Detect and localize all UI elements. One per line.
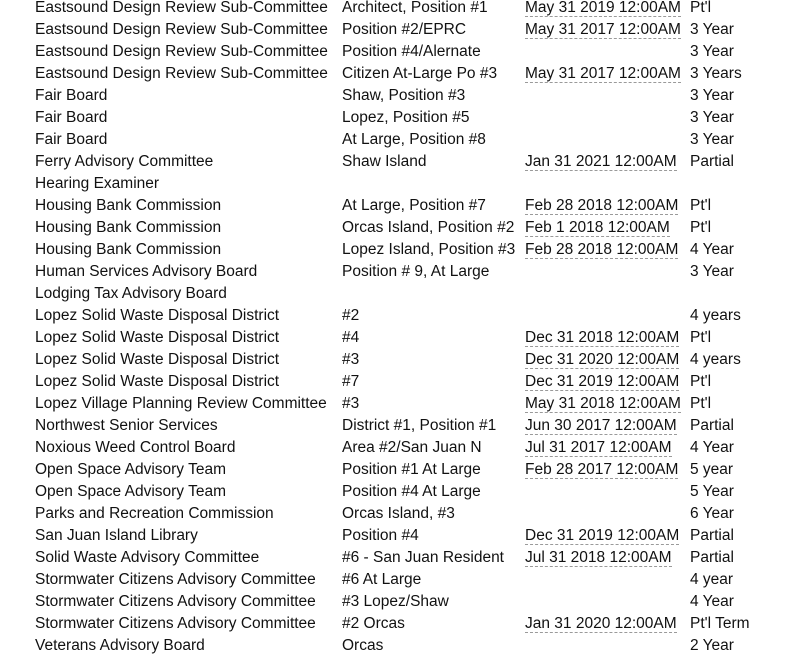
position-cell: Orcas Island, #3 (342, 505, 455, 522)
term-expiry-date-cell (525, 19, 690, 41)
position-cell: #2 (342, 307, 360, 324)
table-row (0, 415, 793, 437)
committee-name-cell: Noxious Weed Control Board (35, 439, 236, 456)
term-expiry-date-cell (525, 173, 690, 195)
position-cell: #3 (342, 351, 360, 368)
table-row (0, 459, 793, 481)
position-cell: Position #4 At Large (342, 483, 481, 500)
position-cell (342, 173, 525, 195)
term-length-cell: Partial (690, 417, 734, 434)
position-cell: #4 (342, 329, 360, 346)
table-row (0, 151, 793, 173)
term-expiry-date-cell (525, 239, 690, 261)
table-row (0, 107, 793, 129)
position-cell: #2 Orcas (342, 615, 405, 632)
term-expiry-date-cell (525, 63, 690, 85)
table-row (0, 0, 793, 19)
position-cell: Position #4 (342, 527, 419, 544)
date-value: Jan 31 2021 12:00AM (525, 153, 677, 170)
term-length-cell: 3 Year (690, 87, 734, 104)
date-value: Dec 31 2018 12:00AM (525, 329, 680, 346)
term-expiry-date-cell (525, 151, 690, 173)
position-cell: Area #2/San Juan N (342, 439, 482, 456)
term-expiry-date-cell (525, 41, 690, 63)
committee-name-cell: Fair Board (35, 109, 108, 126)
term-expiry-date-cell (525, 525, 690, 547)
committee-name-cell: Lopez Solid Waste Disposal District (35, 373, 280, 390)
term-length-cell: 3 Year (690, 109, 734, 126)
date-value: Dec 31 2019 12:00AM (525, 373, 680, 390)
committee-name-cell: Lopez Solid Waste Disposal District (35, 329, 280, 346)
term-expiry-date-cell (525, 635, 690, 657)
term-expiry-date-cell (525, 217, 690, 239)
term-expiry-date-cell (525, 437, 690, 459)
term-length-cell: 3 Years (690, 65, 742, 82)
committee-name-cell: Lopez Village Planning Review Committee (35, 395, 327, 412)
date-value: Dec 31 2020 12:00AM (525, 351, 680, 368)
term-length-cell: 4 Year (690, 439, 734, 456)
table-row (0, 437, 793, 459)
committee-name-cell: Ferry Advisory Committee (35, 153, 214, 170)
term-length-cell: 4 year (690, 571, 734, 588)
term-length-cell (690, 173, 793, 195)
date-value: Feb 1 2018 12:00AM (525, 219, 670, 236)
date-value: May 31 2019 12:00AM (525, 0, 681, 16)
table-row (0, 635, 793, 657)
term-length-cell: Pt'l (690, 219, 712, 236)
committee-name-cell: Housing Bank Commission (35, 241, 222, 258)
position-cell: At Large, Position #8 (342, 131, 486, 148)
committee-name-cell: Lodging Tax Advisory Board (35, 285, 227, 302)
table-row (0, 195, 793, 217)
committee-name-cell: Lopez Solid Waste Disposal District (35, 307, 280, 324)
committee-name-cell: Northwest Senior Services (35, 417, 218, 434)
committee-name-cell: Eastsound Design Review Sub-Committee (35, 65, 328, 82)
position-cell: Orcas (342, 637, 384, 654)
position-cell: At Large, Position #7 (342, 197, 486, 214)
table-row (0, 481, 793, 503)
table-row (0, 327, 793, 349)
term-expiry-date-cell (525, 481, 690, 503)
table-row (0, 547, 793, 569)
term-length-cell: 4 Year (690, 241, 734, 258)
term-length-cell: Pt'l (690, 197, 712, 214)
term-expiry-date-cell (525, 591, 690, 613)
position-cell: #3 (342, 395, 360, 412)
date-value: Dec 31 2019 12:00AM (525, 527, 680, 544)
position-cell: Orcas Island, Position #2 (342, 219, 515, 236)
term-length-cell: 2 Year (690, 637, 734, 654)
date-value: Feb 28 2018 12:00AM (525, 197, 679, 214)
date-value: May 31 2017 12:00AM (525, 65, 681, 82)
term-expiry-date-cell (525, 283, 690, 305)
term-length-cell: 5 Year (690, 483, 734, 500)
term-expiry-date-cell (525, 305, 690, 327)
term-length-cell: Pt'l (690, 329, 712, 346)
committee-name-cell: Fair Board (35, 87, 108, 104)
position-cell: Lopez Island, Position #3 (342, 241, 516, 258)
table-row (0, 569, 793, 591)
table-row (0, 173, 793, 195)
position-cell: Position #2/EPRC (342, 21, 467, 38)
table-row (0, 283, 793, 305)
committee-name-cell: Eastsound Design Review Sub-Committee (35, 0, 328, 16)
term-expiry-date-cell (525, 371, 690, 393)
term-length-cell (690, 283, 793, 305)
date-value: Jun 30 2017 12:00AM (525, 417, 677, 434)
committee-name-cell: Housing Bank Commission (35, 197, 222, 214)
term-length-cell: 4 years (690, 351, 741, 368)
committee-name-cell: Veterans Advisory Board (35, 637, 205, 654)
term-length-cell: 3 Year (690, 263, 734, 280)
position-cell: Citizen At-Large Po #3 (342, 65, 498, 82)
term-expiry-date-cell (525, 349, 690, 371)
term-length-cell: Partial (690, 549, 734, 566)
table-row (0, 239, 793, 261)
committee-name-cell: Eastsound Design Review Sub-Committee (35, 43, 328, 60)
date-value: Jul 31 2018 12:00AM (525, 549, 672, 566)
committee-name-cell: Parks and Recreation Commission (35, 505, 274, 522)
date-value: May 31 2018 12:00AM (525, 395, 681, 412)
table-row (0, 591, 793, 613)
table-row (0, 129, 793, 151)
committee-name-cell: San Juan Island Library (35, 527, 198, 544)
term-length-cell: Partial (690, 153, 734, 170)
term-expiry-date-cell (525, 107, 690, 129)
date-value: Jan 31 2020 12:00AM (525, 615, 677, 632)
table-row (0, 503, 793, 525)
term-expiry-date-cell (525, 613, 690, 635)
term-length-cell: 3 Year (690, 43, 734, 60)
position-cell: #6 - San Juan Resident (342, 549, 504, 566)
committee-name-cell: Lopez Solid Waste Disposal District (35, 351, 280, 368)
term-length-cell: 6 Year (690, 505, 734, 522)
term-length-cell: 3 Year (690, 21, 734, 38)
position-cell: Position # 9, At Large (342, 263, 490, 280)
position-cell: Shaw, Position #3 (342, 87, 466, 104)
position-cell: #3 Lopez/Shaw (342, 593, 449, 610)
date-value: May 31 2017 12:00AM (525, 21, 681, 38)
term-expiry-date-cell (525, 503, 690, 525)
term-length-cell: Pt'l (690, 395, 712, 412)
position-cell (342, 283, 525, 305)
table-row (0, 613, 793, 635)
table-row (0, 85, 793, 107)
term-length-cell: Pt'l Term (690, 615, 750, 632)
committee-name-cell: Stormwater Citizens Advisory Committee (35, 571, 316, 588)
table-row (0, 305, 793, 327)
date-value: Jul 31 2017 12:00AM (525, 439, 672, 456)
table-row (0, 371, 793, 393)
term-expiry-date-cell (525, 393, 690, 415)
term-expiry-date-cell (525, 415, 690, 437)
position-cell: Position #1 At Large (342, 461, 481, 478)
term-expiry-date-cell (525, 547, 690, 569)
term-length-cell: 4 years (690, 307, 741, 324)
position-cell: #6 At Large (342, 571, 422, 588)
term-expiry-date-cell (525, 459, 690, 481)
position-cell: #7 (342, 373, 360, 390)
committee-name-cell: Stormwater Citizens Advisory Committee (35, 615, 316, 632)
term-expiry-date-cell (525, 569, 690, 591)
term-expiry-date-cell (525, 327, 690, 349)
term-expiry-date-cell (525, 129, 690, 151)
table-row (0, 349, 793, 371)
table-row (0, 63, 793, 85)
committee-name-cell: Human Services Advisory Board (35, 263, 258, 280)
committee-name-cell: Eastsound Design Review Sub-Committee (35, 21, 328, 38)
term-expiry-date-cell (525, 261, 690, 283)
term-length-cell: 3 Year (690, 131, 734, 148)
position-cell: Lopez, Position #5 (342, 109, 470, 126)
table-row (0, 41, 793, 63)
table-row (0, 217, 793, 239)
term-length-cell: Pt'l (690, 373, 712, 390)
table-row (0, 393, 793, 415)
position-cell: Position #4/Alernate (342, 43, 481, 60)
term-length-cell: 5 year (690, 461, 734, 478)
date-value: Feb 28 2018 12:00AM (525, 241, 679, 258)
committee-name-cell: Solid Waste Advisory Committee (35, 549, 260, 566)
term-expiry-date-cell (525, 85, 690, 107)
committee-name-cell: Hearing Examiner (35, 175, 160, 192)
committee-name-cell: Open Space Advisory Team (35, 461, 226, 478)
date-value: Feb 28 2017 12:00AM (525, 461, 679, 478)
committee-name-cell: Housing Bank Commission (35, 219, 222, 236)
committee-name-cell: Open Space Advisory Team (35, 483, 226, 500)
committee-name-cell: Fair Board (35, 131, 108, 148)
position-cell: District #1, Position #1 (342, 417, 497, 434)
table-row (0, 261, 793, 283)
table-row (0, 525, 793, 547)
term-length-cell: 4 Year (690, 593, 734, 610)
position-cell: Architect, Position #1 (342, 0, 488, 16)
position-cell: Shaw Island (342, 153, 427, 170)
term-length-cell: Pt'l (690, 0, 712, 16)
term-expiry-date-cell (525, 0, 690, 19)
table-row (0, 19, 793, 41)
committee-name-cell: Stormwater Citizens Advisory Committee (35, 593, 316, 610)
term-length-cell: Partial (690, 527, 734, 544)
term-expiry-date-cell (525, 195, 690, 217)
